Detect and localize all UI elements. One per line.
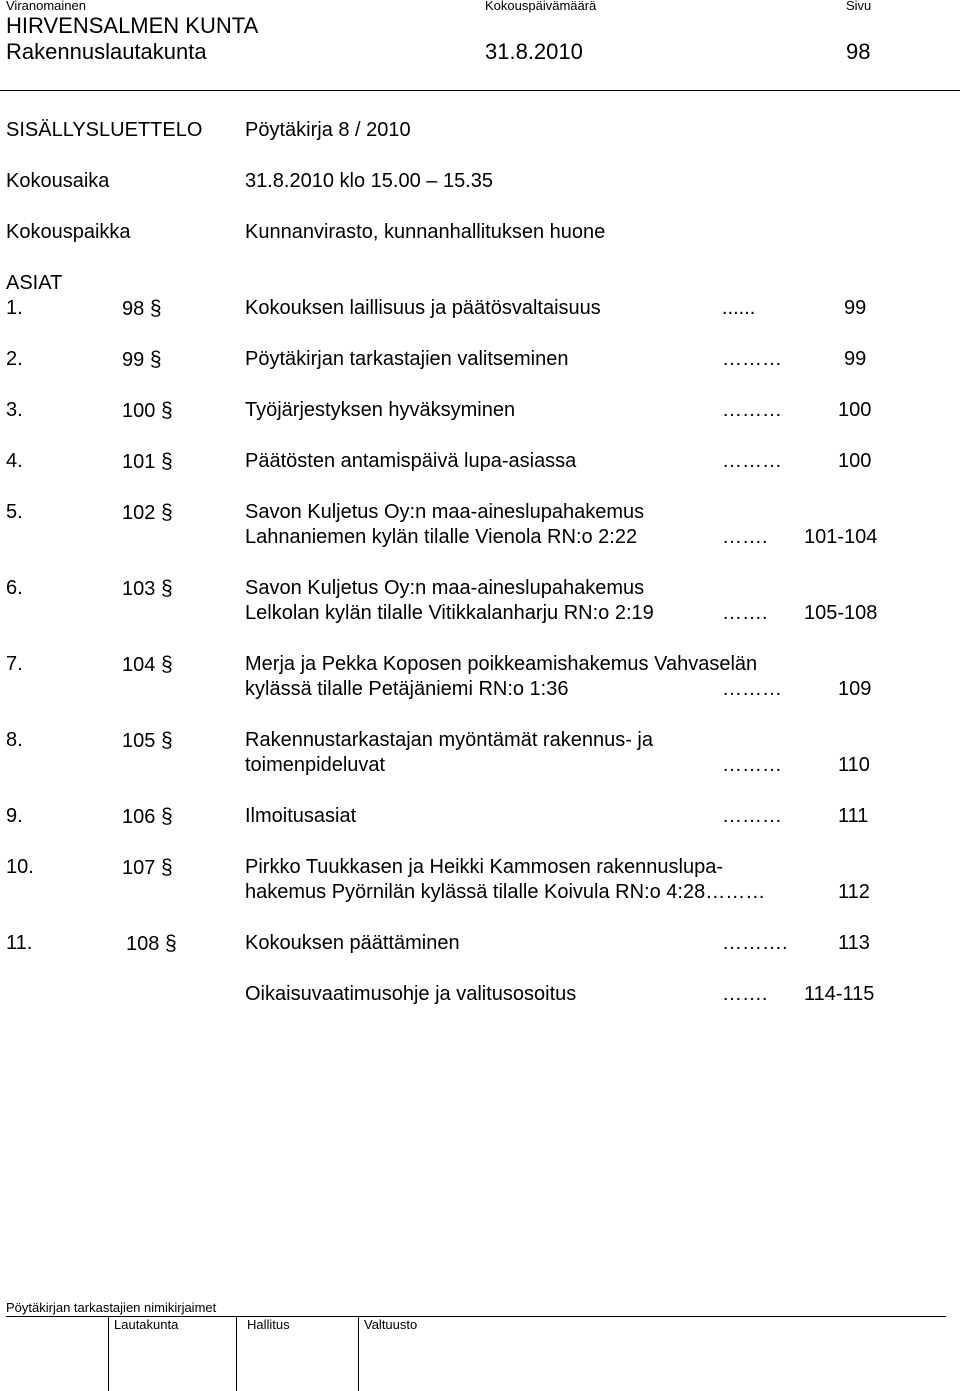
item-section: 108 §: [126, 932, 177, 955]
item-page: 100: [838, 399, 872, 421]
item-title: Kokouksen päättäminen: [245, 932, 460, 954]
item-number: 1.: [6, 297, 23, 319]
header-label-authority: Viranomainen: [6, 0, 86, 13]
item-title-line2: kylässä tilalle Petäjäniemi RN:o 1:36: [245, 678, 569, 700]
section-symbol: §: [160, 729, 173, 752]
item-section: 102 §: [122, 501, 173, 524]
item-number: 6.: [6, 577, 23, 599]
item-leader-dots: ………: [722, 805, 782, 827]
municipality-name: HIRVENSALMEN KUNTA: [6, 13, 259, 38]
meeting-time-label: Kokousaika: [6, 170, 110, 192]
appeal-title: Oikaisuvaatimusohje ja valitusosoitus: [245, 983, 577, 1005]
item-number: 3.: [6, 399, 23, 421]
header-divider: [0, 90, 960, 91]
board-name: Rakennuslautakunta: [6, 39, 207, 64]
item-number: 9.: [6, 805, 23, 827]
item-page: 113: [838, 932, 870, 954]
footer-col-board: Lautakunta: [114, 1317, 179, 1332]
footer-col-government: Hallitus: [247, 1317, 290, 1332]
section-symbol: §: [160, 399, 173, 422]
item-leader-dots: ………: [722, 678, 782, 700]
item-leader-dots: ………: [722, 399, 782, 421]
item-number: 8.: [6, 729, 23, 751]
page-number: 98: [846, 39, 871, 64]
item-number: 7.: [6, 653, 23, 675]
item-section: 103 §: [122, 577, 173, 600]
item-leader-dots: ………: [722, 348, 782, 370]
header-label-date: Kokouspäivämäärä: [485, 0, 597, 13]
item-title: Rakennustarkastajan myöntämät rakennus- ja: [245, 729, 653, 751]
item-section: 101 §: [122, 450, 173, 473]
item-leader-dots: ......: [722, 297, 756, 319]
item-number: 2.: [6, 348, 23, 370]
item-leader-dots: …….: [722, 526, 768, 548]
item-title: Pöytäkirjan tarkastajien valitseminen: [245, 348, 569, 370]
item-title: Pirkko Tuukkasen ja Heikki Kammosen rakennuslupa-: [245, 856, 723, 878]
item-section: 105 §: [122, 729, 173, 752]
footer-column-divider: [358, 1316, 359, 1391]
item-title: Ilmoitusasiat: [245, 805, 357, 827]
protocol-number: Pöytäkirja 8 / 2010: [245, 119, 411, 141]
footer-column-divider: [236, 1316, 237, 1391]
item-number: 4.: [6, 450, 23, 472]
item-section: 107 §: [122, 856, 173, 879]
item-title: Merja ja Pekka Koposen poikkeamishakemus Vahvaselän: [245, 653, 758, 675]
item-title: Kokouksen laillisuus ja päätösvaltaisuus: [245, 297, 601, 319]
item-page: 99: [844, 297, 867, 319]
item-title: Työjärjestyksen hyväksyminen: [245, 399, 516, 421]
item-section: 104 §: [122, 653, 173, 676]
item-page: 110: [838, 754, 870, 776]
meeting-date: 31.8.2010: [485, 39, 583, 64]
appeal-page: 114-115: [804, 983, 875, 1005]
item-section: 106 §: [122, 805, 173, 828]
item-title: Savon Kuljetus Oy:n maa-aineslupahakemus: [245, 577, 645, 599]
item-title-line2: hakemus Pyörnilän kylässä tilalle Koivula RN:o 4:28………: [245, 881, 766, 903]
item-leader-dots: ………: [722, 450, 782, 472]
item-title-line2: Lelkolan kylän tilalle Vitikkalanharju RN:o 2:19: [245, 602, 654, 624]
meeting-place-value: Kunnanvirasto, kunnanhallituksen huone: [245, 221, 606, 243]
footer-column-divider: [108, 1316, 109, 1391]
item-page: 105-108: [804, 602, 878, 624]
toc-title: SISÄLLYSLUETTELO: [6, 119, 203, 141]
item-page: 111: [838, 805, 869, 827]
items-heading: ASIAT: [6, 272, 63, 294]
item-leader-dots: ………: [722, 754, 782, 776]
header-label-page: Sivu: [846, 0, 872, 13]
footer-col-council: Valtuusto: [364, 1317, 418, 1332]
footer-title: Pöytäkirjan tarkastajien nimikirjaimet: [6, 1300, 217, 1315]
item-leader-dots: ……….: [722, 932, 788, 954]
section-symbol: §: [160, 501, 173, 524]
item-title-line2: toimenpideluvat: [245, 754, 386, 776]
item-section: 100 §: [122, 399, 173, 422]
item-number: 5.: [6, 501, 23, 523]
section-symbol: §: [149, 348, 162, 371]
item-page: 109: [838, 678, 872, 700]
item-page: 112: [838, 881, 870, 903]
section-symbol: §: [164, 932, 177, 955]
section-symbol: §: [160, 805, 173, 828]
section-symbol: §: [160, 577, 173, 600]
item-title-line2: Lahnaniemen kylän tilalle Vienola RN:o 2:22: [245, 526, 638, 548]
item-section: 98 §: [122, 297, 162, 320]
section-symbol: §: [160, 450, 173, 473]
item-page: 99: [844, 348, 867, 370]
item-title: Päätösten antamispäivä lupa-asiassa: [245, 450, 577, 472]
item-title: Savon Kuljetus Oy:n maa-aineslupahakemus: [245, 501, 645, 523]
item-page: 101-104: [804, 526, 878, 548]
item-page: 100: [838, 450, 872, 472]
meeting-place-label: Kokouspaikka: [6, 221, 131, 243]
item-leader-dots: …….: [722, 602, 768, 624]
item-number: 11.: [6, 932, 33, 954]
section-symbol: §: [160, 856, 173, 879]
item-section: 99 §: [122, 348, 162, 371]
appeal-leader-dots: …….: [722, 983, 768, 1005]
section-symbol: §: [160, 653, 173, 676]
meeting-time-value: 31.8.2010 klo 15.00 – 15.35: [245, 170, 493, 192]
item-number: 10.: [6, 856, 34, 878]
section-symbol: §: [149, 297, 162, 320]
